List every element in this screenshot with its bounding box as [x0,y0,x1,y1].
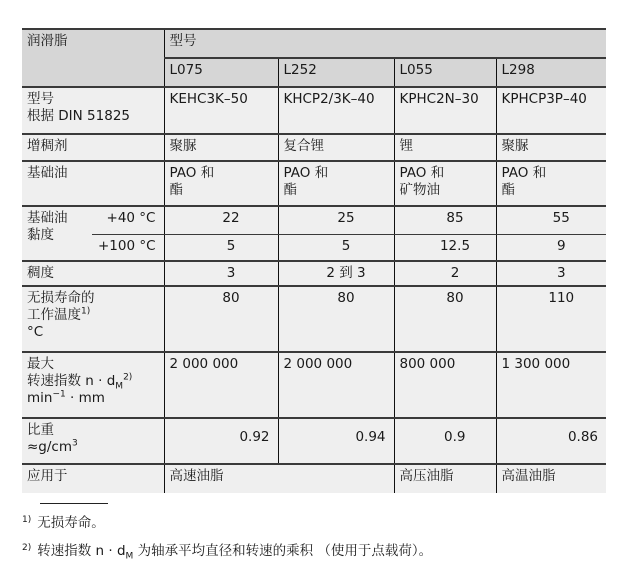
cell: 2 到 3 [278,261,394,286]
row-label: 增稠剂 [22,134,164,161]
unit: °C [27,324,44,340]
table-row [22,134,606,161]
header-lubricant: 润滑脂 [22,29,164,87]
cell: 聚脲 [164,134,278,161]
footnote-ref: 1) [81,306,91,317]
cell: PAO 和 酯 [278,161,394,206]
row-label: 稠度 [22,261,164,286]
cell: 3 [496,261,606,286]
subscript: M [115,381,124,392]
code-l075: L075 [164,58,278,87]
cell: KEHC3K–50 [164,87,278,134]
cell: 12.5 [394,234,496,261]
unit: min [27,390,53,406]
header-type: 型号 [164,29,606,58]
footnote-2 [22,539,433,562]
cell: 高压油脂 [394,464,496,493]
cell: 2 000 000 [164,352,278,418]
code-l252: L252 [278,58,394,87]
grease-spec-table [22,28,606,493]
cell: 0.86 [496,418,606,464]
row-label [22,286,164,352]
footnote-mark: 1) [22,514,32,525]
row-label [22,352,164,418]
cell: 800 000 [394,352,496,418]
cell: 55 [496,206,606,234]
cell: 3 [164,261,278,286]
table-row [22,261,606,286]
label-text: 比重 [27,422,54,438]
cell: 80 [394,286,496,352]
cell: 聚脲 [496,134,606,161]
table-row [22,87,606,134]
code-l055: L055 [394,58,496,87]
table-row [22,161,606,206]
cell: PAO 和 酯 [164,161,278,206]
footnote-mark: 2) [22,542,32,553]
cell: 2 000 000 [278,352,394,418]
cell: 复合锂 [278,134,394,161]
label-text: 无损寿命的 工作温度 [27,290,95,323]
cell: 2 [394,261,496,286]
table-row [22,206,606,234]
cell: KPHC2N–30 [394,87,496,134]
cell: 22 [164,206,278,234]
subscript: M [125,551,134,562]
footnote-1 [22,511,105,531]
label-text: 最大 转速指数 n · d [27,356,116,389]
row-label: 型号 根据 DIN 51825 [22,87,164,134]
cell: 80 [278,286,394,352]
cell: 80 [164,286,278,352]
unit-exponent: 3 [72,438,78,449]
row-label [22,418,164,464]
cell: 5 [278,234,394,261]
footnote-divider [40,503,108,504]
cell: 1 300 000 [496,352,606,418]
temp-40-label: +40 °C [92,206,164,234]
unit: ≈g/cm [27,439,73,455]
cell: 25 [278,206,394,234]
cell: PAO 和 矿物油 [394,161,496,206]
cell: KHCP2/3K–40 [278,87,394,134]
footnote-ref: 2) [123,372,133,383]
cell: KPHCP3P–40 [496,87,606,134]
footnote-text: 转速指数 n · d [37,543,126,559]
table-row [22,418,606,464]
cell: 0.9 [394,418,496,464]
table-row [22,464,606,493]
cell: 0.92 [164,418,278,464]
footnote-text: 为轴承平均直径和转速的乘积 （使用于点载荷）。 [133,543,433,559]
cell: 0.94 [278,418,394,464]
row-label: 基础油 [22,161,164,206]
cell: 高温油脂 [496,464,606,493]
cell: 锂 [394,134,496,161]
table-row [22,352,606,418]
unit: · mm [65,390,105,406]
cell: 85 [394,206,496,234]
table-row [22,234,606,261]
temp-100-label: +100 °C [92,234,164,261]
code-l298: L298 [496,58,606,87]
cell: 110 [496,286,606,352]
row-label: 应用于 [22,464,164,493]
table-row [22,286,606,352]
cell: 9 [496,234,606,261]
cell: 高速油脂 [164,464,394,493]
cell: PAO 和 酯 [496,161,606,206]
unit-exponent: −1 [52,389,66,400]
cell: 5 [164,234,278,261]
row-label: 基础油 黏度 [22,206,92,261]
footnote-text: 无损寿命。 [37,515,105,531]
